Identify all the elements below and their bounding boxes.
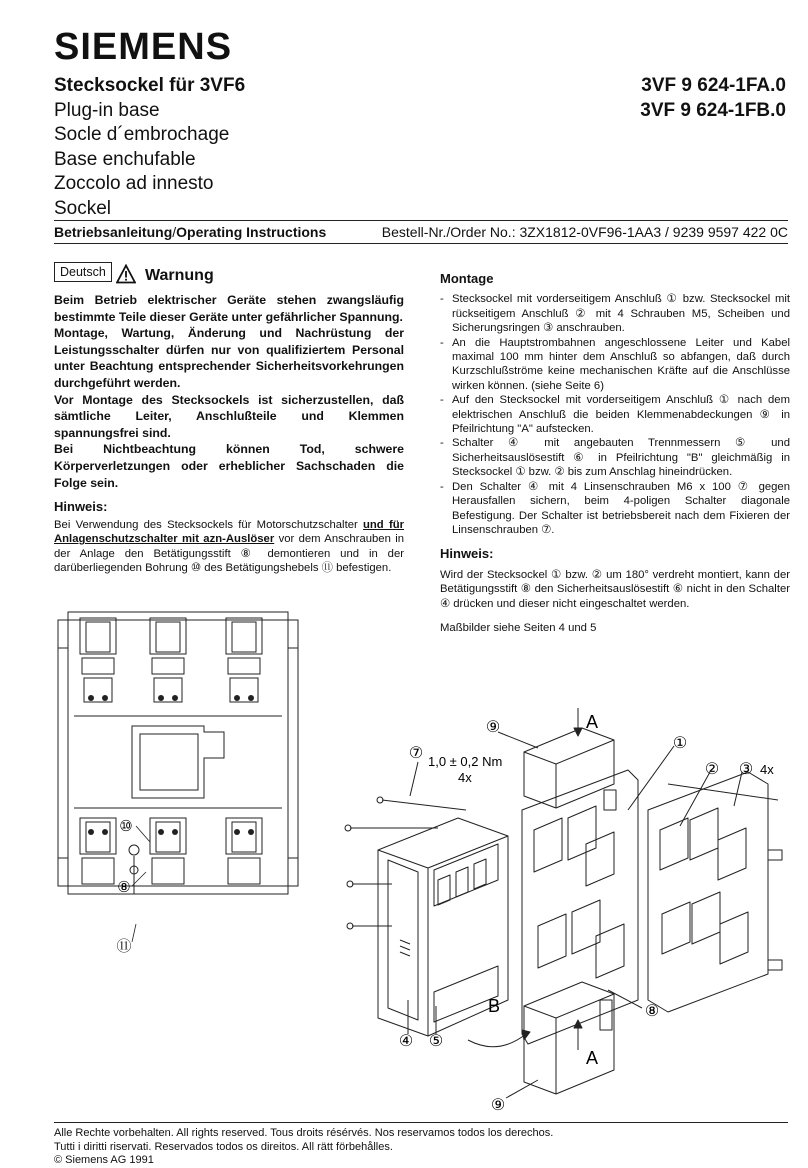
callout-7: ⑦ [408, 745, 424, 762]
lens-screws [345, 797, 466, 929]
warning-column [54, 292, 404, 576]
terminal-cover-top [524, 728, 614, 808]
terminal-cover-bottom [524, 982, 614, 1094]
callout-1: ① [672, 735, 688, 752]
rear-connection-base [648, 772, 782, 1012]
arrow-label-b: B [488, 996, 501, 1016]
footer [54, 1127, 553, 1168]
callout-3: ③ [738, 761, 754, 778]
list-item: - Schalter ④ mit angebauten Trennmessern ⑤ und Sicherheitsauslösestift ⑥ in Pfeilrichtung "B" gleichmäßig in Stecksockel ① bzw. ② bis zum Anschlag hineindrücken. [440, 436, 790, 479]
warning-paragraph-1: Beim Betrieb elektrischer Geräte stehen zwangsläufig bestimmte Teile dieser Geräte unter gefährlicher Spannung. [54, 293, 404, 324]
callout-8-right: ⑧ [644, 1003, 660, 1020]
base-front-callouts [54, 812, 174, 962]
title-french: Socle d´embrochage [54, 124, 230, 145]
order-number: Bestell-Nr./Order No.: 3ZX1812-0VF96-1AA3 / 9239 9597 422 0C [381, 224, 788, 240]
callout-4: ④ [398, 1033, 414, 1050]
instructions-divider [54, 243, 788, 244]
warning-paragraph-3: Vor Montage des Stecksockels ist sicherzustellen, daß sämtliche Leiter, Anschlußteile und Klemmen spannungsfrei sind. [54, 392, 404, 440]
title-german: Stecksockel für 3VF6 [54, 75, 246, 96]
part-number-1: 3VF 9 624-1FA.0 [641, 75, 786, 96]
hint-left-heading: Hinweis: [54, 499, 108, 515]
siemens-logo: SIEMENS [54, 26, 233, 68]
footer-divider [54, 1122, 788, 1123]
instructions-label-en: Operating Instructions [176, 224, 327, 240]
arrow-label-a-bottom: A [586, 1048, 599, 1068]
top-divider [54, 220, 788, 221]
quantity-label-washers: 4x [760, 762, 774, 777]
hint-left-text [54, 518, 404, 576]
front-connection-base [522, 770, 638, 1044]
callout-10: ⑩ [119, 818, 133, 835]
footer-rights-1: Alle Rechte vorbehalten. All rights reserved. Tous droits résérvés. Nos reservamos todos los derechos. [54, 1127, 554, 1139]
hint-right-heading: Hinweis: [440, 546, 494, 562]
title-block [54, 74, 454, 221]
title-english: Plug-in base [54, 99, 160, 121]
instructions-label-sep: / [172, 224, 177, 240]
exploded-assembly-drawing [338, 700, 798, 1120]
hint-right-text: Wird der Stecksockel ① bzw. ② um 180° verdreht montiert, kann der Betätigungsstift ⑧ den Sicherheitsauslösestift ⑥ nicht in den Schalter ④ drücken und dieser nicht eingeschaltet werden. [440, 568, 790, 610]
hint-left-text-underlined: und für Anlagenschutzschalter mit azn-Auslöser [54, 518, 405, 546]
callout-9-bottom: ⑨ [490, 1097, 506, 1114]
hint-left-text-a: Bei Verwendung des Stecksockels für Motorschutzschalter [54, 518, 363, 531]
montage-list [440, 292, 790, 537]
footer-rights-2: Tutti i diritti riservati. Reservados todos os direitos. All rätt förbehålles. [54, 1140, 393, 1153]
list-item: - Den Schalter ④ mit 4 Linsenschrauben M6 x 100 ⑦ gegen Herausfallen sichern, beim 4-poligen Schalter diagonale Befestigung. Der Schalter ist betriebsbereit nach dem Fixieren der Linsenschrauben ⑦. [440, 480, 790, 538]
part-number-2: 3VF 9 624-1FB.0 [640, 99, 786, 121]
arrow-label-a-top: A [586, 712, 599, 732]
part-numbers [640, 74, 786, 123]
callout-11: ⑪ [116, 938, 132, 955]
language-tag: Deutsch [54, 262, 112, 282]
warning-heading: Warnung [145, 267, 214, 284]
hint-left-text-b: vor dem Anschrauben in der Anlage den Betätigungsstift ⑧ demontieren und in der darüberliegenden Bohrung ⑩ des Betätigungshebels ⑪ befestigen. [54, 533, 404, 575]
warning-icon [116, 264, 136, 284]
montage-heading: Montage [440, 271, 494, 286]
list-item: - Auf den Stecksockel mit vorderseitigem Anschluß ① nach dem elektrischen Anschluß die beiden Klemmenabdeckungen ⑨ in Pfeilrichtung "A" aufstecken. [440, 393, 790, 436]
footer-copyright: © Siemens AG 1991 [54, 1154, 154, 1166]
upper-terminals [80, 618, 262, 702]
list-item: - Stecksockel mit vorderseitigem Anschluß ① bzw. Stecksockel mit rückseitigem Anschluß ② mit 4 Schrauben M5, Scheiben und Sicherungsringen ③ anschrauben. [440, 292, 790, 335]
montage-column [440, 272, 790, 635]
instructions-bar [54, 224, 788, 240]
list-item: - An die Hauptstrombahnen angeschlossene Leiter und Kabel maximal 100 mm hinter dem Anschluß so abfangen, daß durch Kurzschlußströme keine mechanischen Kräfte auf die Anschlüsse wirken können. (siehe Seite 6) [440, 336, 790, 394]
title-italian: Zoccolo ad innesto [54, 173, 214, 194]
callout-9-top: ⑨ [485, 719, 501, 736]
title-spanish: Base enchufable [54, 148, 196, 170]
callout-8-left: ⑧ [117, 879, 131, 896]
torque-label: 1,0 ± 0,2 Nm [428, 754, 503, 769]
callout-2: ② [704, 761, 720, 778]
dimensions-reference: Maßbilder siehe Seiten 4 und 5 [440, 621, 597, 634]
warning-paragraph-2: Montage, Wartung, Änderung und Nachrüstung der Leistungsschalter dürfen nur von qualifiziertem Personal unter Beachtung entsprechender Sicherheitsvorkehrungen durchgeführt werden. [54, 326, 404, 390]
title-swedish: Sockel [54, 197, 112, 219]
callout-5: ⑤ [428, 1033, 444, 1050]
instructions-label-de: Betriebsanleitung [54, 224, 173, 240]
quantity-label-screws: 4x [458, 770, 472, 785]
warning-paragraph-4: Bei Nichtbeachtung können Tod, schwere Körperverletzungen oder erheblicher Sachschaden die Folge sein. [54, 442, 404, 490]
